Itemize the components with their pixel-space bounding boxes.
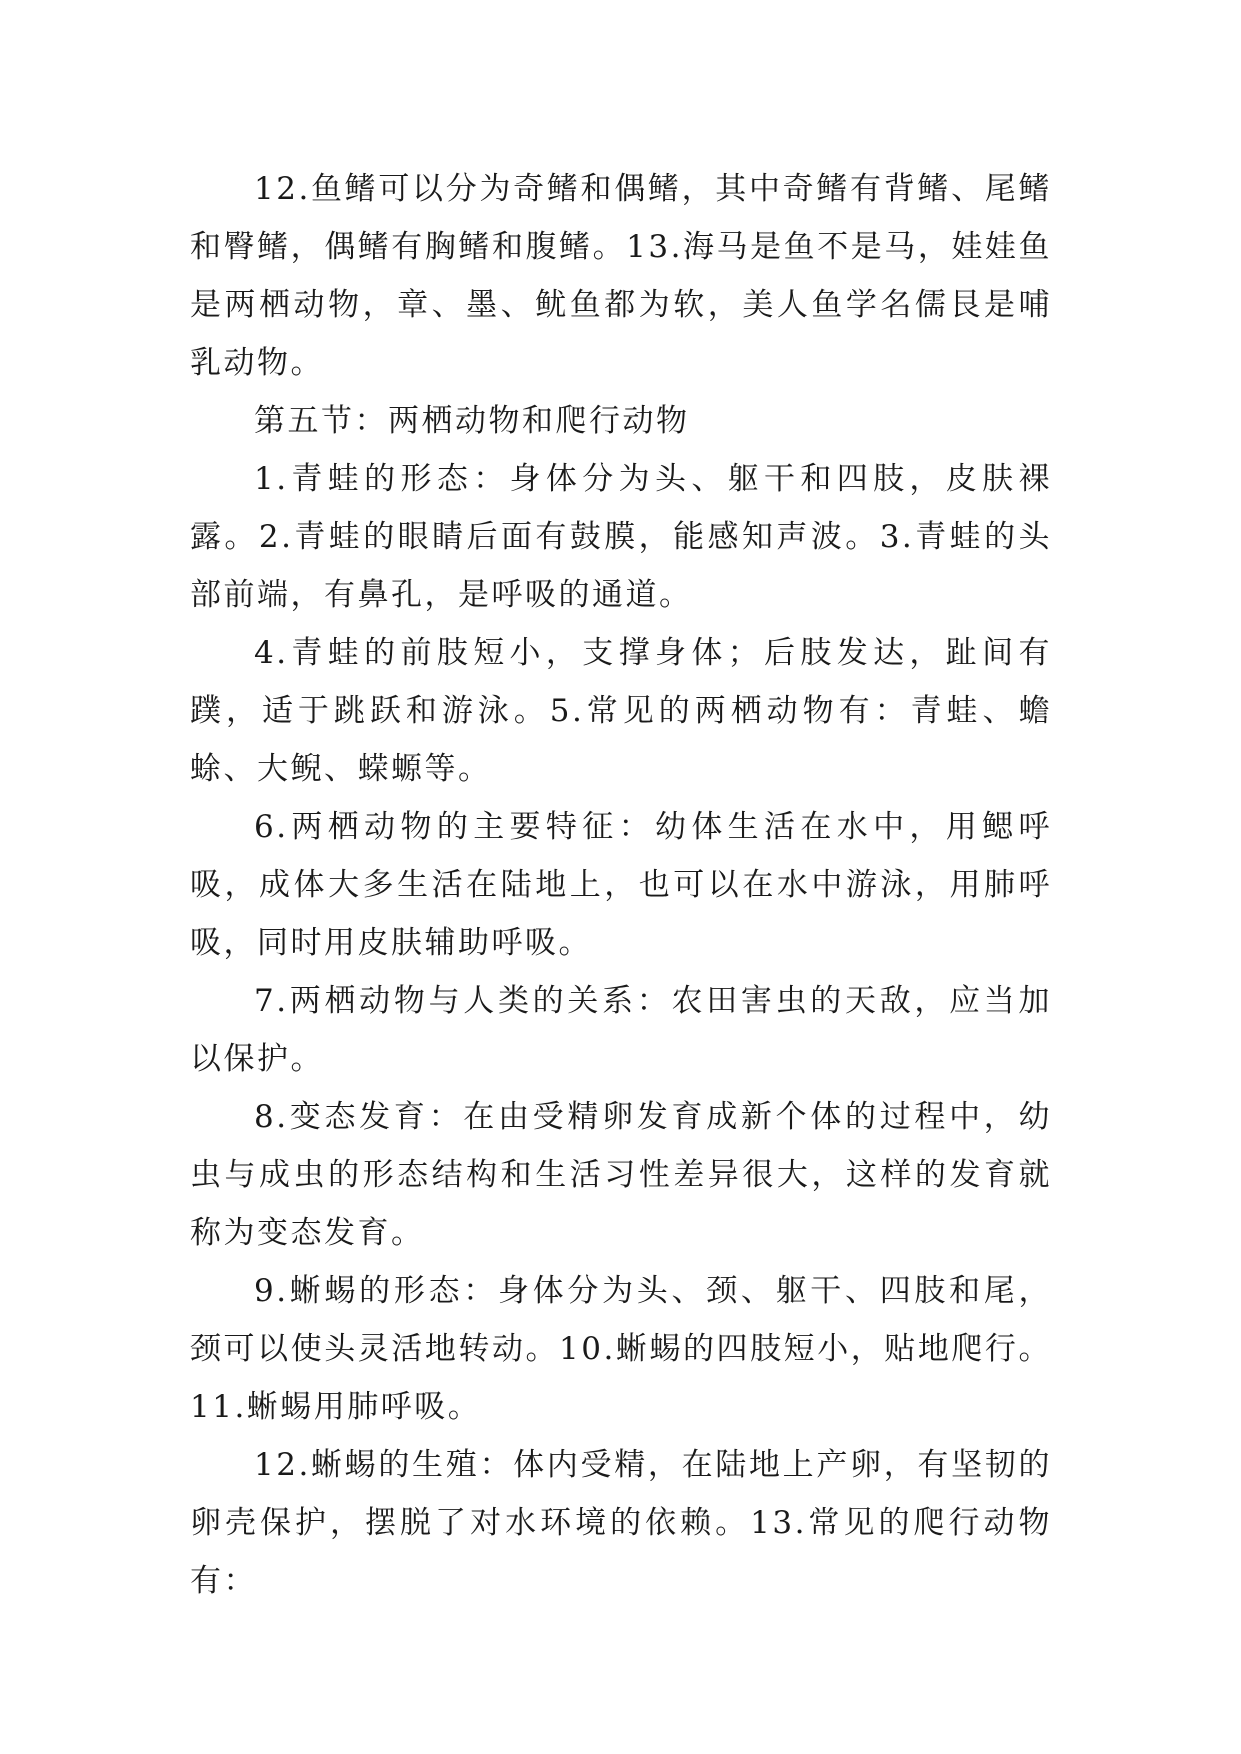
section-heading: 第五节：两栖动物和爬行动物 <box>254 403 690 439</box>
paragraph-amphibian-humans: 7.两栖动物与人类的关系：农田害虫的天敌，应当加以保护。 <box>190 983 1052 1077</box>
paragraph-fish-fins: 12.鱼鳍可以分为奇鳍和偶鳍，其中奇鳍有背鳍、尾鳍和臀鳍，偶鳍有胸鳍和腹鳍。13.海马是鱼不是马，娃娃鱼是两栖动物，章、墨、鱿鱼都为软，美人鱼学名儒艮是哺乳动物。 <box>190 171 1052 381</box>
paragraph-metamorphosis: 8.变态发育：在由受精卵发育成新个体的过程中，幼虫与成虫的形态结构和生活习性差异很大，这样的发育就称为变态发育。 <box>190 1099 1052 1251</box>
paragraph-amphibian-traits: 6.两栖动物的主要特征：幼体生活在水中，用鳃呼吸，成体大多生活在陆地上，也可以在水中游泳，用肺呼吸，同时用皮肤辅助呼吸。 <box>190 809 1052 961</box>
paragraph-frog-form: 1.青蛙的形态：身体分为头、躯干和四肢，皮肤裸露。2.青蛙的眼睛后面有鼓膜，能感知声波。3.青蛙的头部前端，有鼻孔，是呼吸的通道。 <box>190 461 1052 613</box>
paragraph-lizard-reproduction: 12.蜥蜴的生殖：体内受精，在陆地上产卵，有坚韧的卵壳保护，摆脱了对水环境的依赖。13.常见的爬行动物有： <box>190 1447 1052 1599</box>
document-body <box>190 160 1052 1610</box>
paragraph-frog-limbs: 4.青蛙的前肢短小，支撑身体；后肢发达，趾间有蹼，适于跳跃和游泳。5.常见的两栖动物有：青蛙、蟾蜍、大鲵、蝾螈等。 <box>190 635 1052 787</box>
paragraph-lizard-form: 9.蜥蜴的形态：身体分为头、颈、躯干、四肢和尾，颈可以使头灵活地转动。10.蜥蜴的四肢短小，贴地爬行。11.蜥蜴用肺呼吸。 <box>190 1273 1052 1425</box>
